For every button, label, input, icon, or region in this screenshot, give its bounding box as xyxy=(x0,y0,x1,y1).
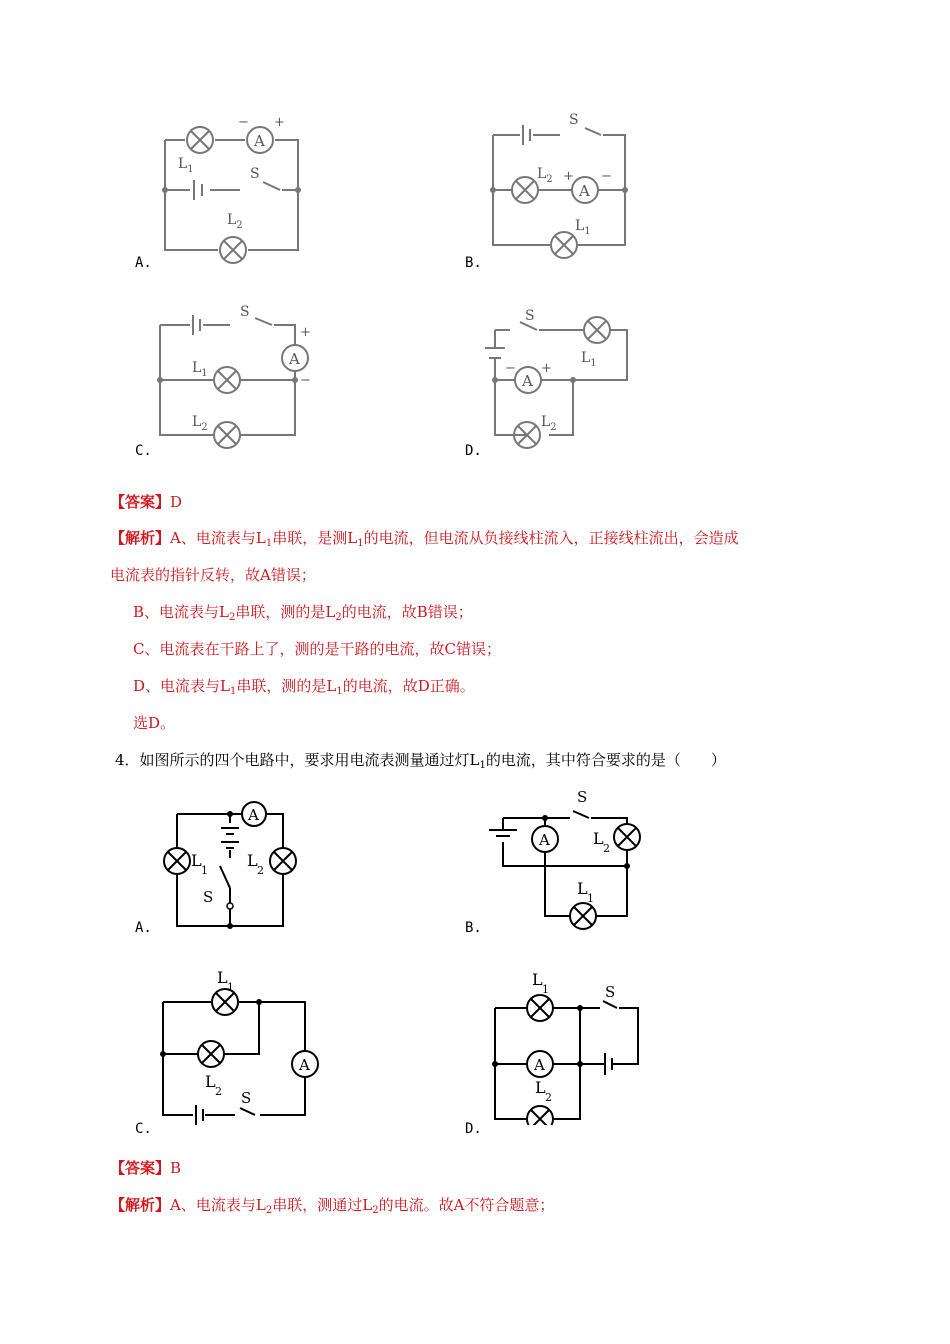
svg-text:L: L xyxy=(535,1078,546,1097)
svg-text:1: 1 xyxy=(542,983,549,996)
q3-analysis-b: B、电流表与$L_2$串联，测的是$L_2$的电流，故B错误； xyxy=(133,603,473,623)
svg-text:+: + xyxy=(274,115,285,130)
q3-option-b-label: B. xyxy=(465,255,482,271)
q3-analysis-c: C、电流表在干路上了，测的是干路的电流，故C错误； xyxy=(133,640,501,658)
svg-text:L2: $L_2$ xyxy=(541,414,557,433)
q3-circuit-b xyxy=(485,110,635,270)
svg-text:+: + xyxy=(563,169,574,184)
q4-option-c-label: C. xyxy=(135,1121,152,1137)
svg-text:−: − xyxy=(505,361,516,376)
q3-choice: 选D。 xyxy=(133,714,176,732)
svg-text:2: 2 xyxy=(215,1085,222,1098)
q4-circuit-b xyxy=(485,778,645,938)
svg-text:L1: $L_1$ xyxy=(178,156,194,175)
svg-text:+: + xyxy=(541,361,552,376)
svg-text:S: S xyxy=(250,166,260,182)
svg-text:1: 1 xyxy=(587,892,594,905)
svg-text:L2: $L_2$ xyxy=(192,414,208,433)
svg-text:A: A xyxy=(299,1056,310,1074)
svg-text:2: 2 xyxy=(603,842,610,855)
q3-circuit-c xyxy=(150,300,315,450)
svg-text:S: S xyxy=(241,1089,252,1107)
q3-option-c-label: C. xyxy=(135,443,152,459)
svg-text:−: − xyxy=(238,115,249,130)
svg-text:L: L xyxy=(532,970,543,989)
svg-text:L: L xyxy=(247,851,258,870)
svg-text:L1: $L_1$ xyxy=(192,360,208,379)
q4-option-b-label: B. xyxy=(465,920,482,936)
q3-circuit-a xyxy=(150,110,315,270)
svg-text:S: S xyxy=(577,788,588,806)
svg-text:A: A xyxy=(522,372,533,390)
svg-text:A: A xyxy=(289,350,300,368)
q3-answer: 【答案】D xyxy=(110,493,183,511)
svg-text:−: − xyxy=(300,373,311,388)
svg-text:S: S xyxy=(605,983,616,1001)
q4-stem: 4．如图所示的四个电路中，要求用电流表测量通过灯$L_1$的电流，其中符合要求的是（ ） xyxy=(115,751,726,771)
svg-text:1: 1 xyxy=(201,864,208,877)
svg-text:S: S xyxy=(525,308,535,324)
svg-text:L: L xyxy=(577,879,588,898)
svg-text:L: L xyxy=(205,1072,216,1091)
svg-text:+: + xyxy=(300,325,311,340)
svg-text:L1: $L_1$ xyxy=(575,218,591,237)
svg-text:L2: $L_2$ xyxy=(227,212,243,231)
svg-text:A: A xyxy=(254,132,265,150)
svg-text:A: A xyxy=(248,806,259,824)
q4-circuit-a xyxy=(155,798,305,938)
q3-analysis-a-cont: 电流表的指针反转，故A错误； xyxy=(110,566,316,584)
svg-text:A: A xyxy=(579,182,590,200)
svg-text:S: S xyxy=(240,304,250,320)
q3-analysis-d: D、电流表与$L_1$串联，测的是$L_1$的电流，故D正确。 xyxy=(133,677,475,697)
q4-circuit-c xyxy=(155,965,325,1125)
svg-text:−: − xyxy=(601,169,612,184)
svg-text:2: 2 xyxy=(545,1091,552,1104)
q4-option-d-label: D. xyxy=(465,1121,482,1137)
q3-analysis-a: 【解析】A、电流表与$L_1$串联，是测$L_1$的电流，但电流从负接线柱流入，正接线柱流出，会造成 xyxy=(110,529,739,549)
q4-circuit-d xyxy=(485,965,655,1125)
svg-text:1: 1 xyxy=(227,981,234,994)
svg-text:2: 2 xyxy=(257,864,264,877)
svg-text:L: L xyxy=(191,851,202,870)
svg-text:L1: $L_1$ xyxy=(581,350,597,369)
q4-analysis-a: 【解析】A、电流表与$L_2$串联，测通过$L_2$的电流。故A不符合题意； xyxy=(110,1196,555,1216)
q3-option-d-label: D. xyxy=(465,443,482,459)
svg-text:L: L xyxy=(593,829,604,848)
svg-text:A: A xyxy=(539,831,550,849)
svg-text:L: L xyxy=(217,968,228,987)
svg-text:L2: $L_2$ xyxy=(537,166,553,185)
q3-circuit-d xyxy=(485,300,635,450)
svg-text:S: S xyxy=(203,888,214,906)
q4-option-a-label: A. xyxy=(135,920,152,936)
q3-option-a-label: A. xyxy=(135,255,152,271)
svg-text:S: S xyxy=(569,112,579,128)
q4-answer: 【答案】B xyxy=(110,1159,182,1177)
svg-text:A: A xyxy=(534,1056,545,1074)
